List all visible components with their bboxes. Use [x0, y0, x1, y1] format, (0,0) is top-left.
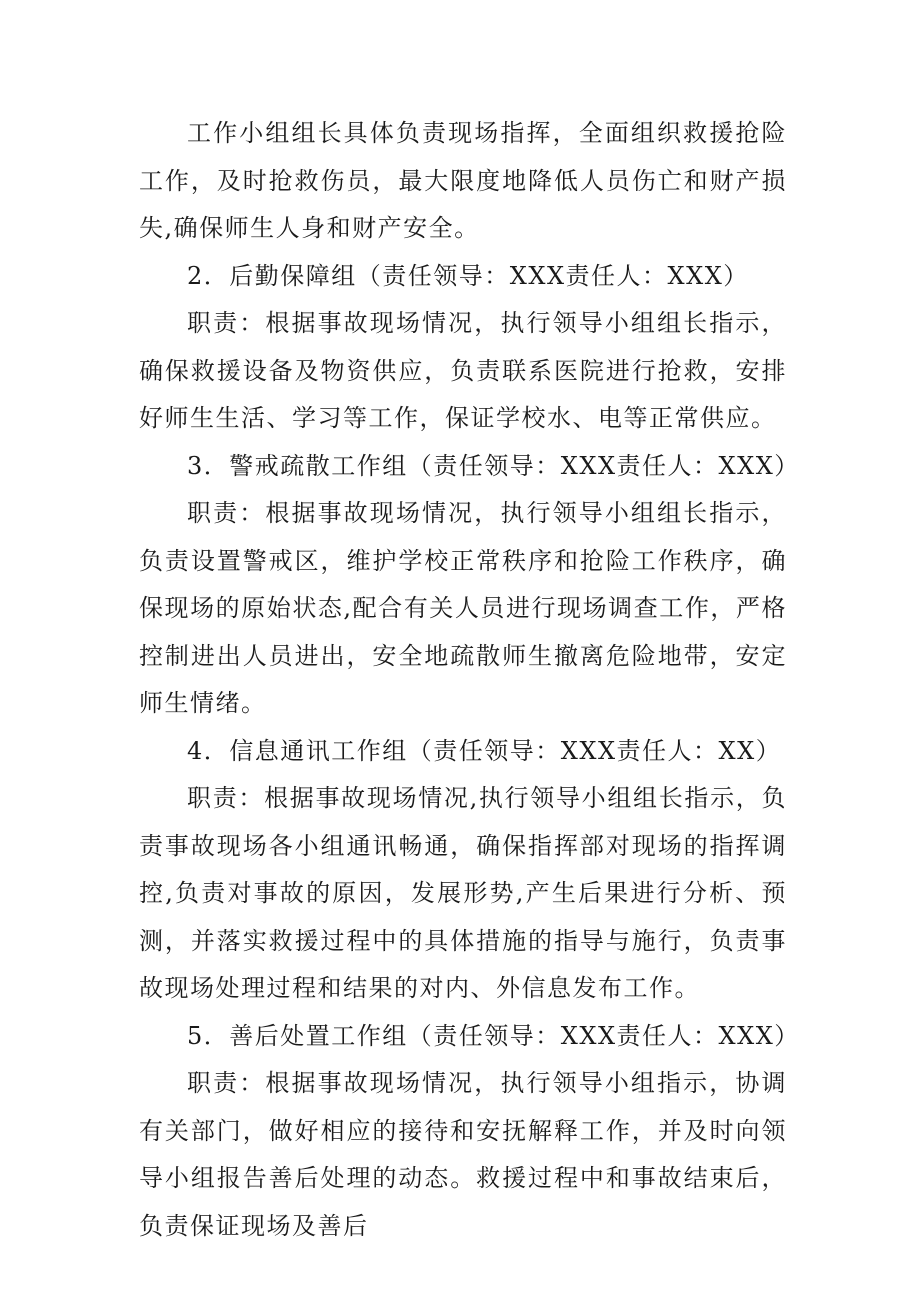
- section-duty-aftermath: 职责：根据事故现场情况，执行领导小组指示，协调有关部门，做好相应的接待和安抚解释工作，并及时向领导小组报告善后处理的动态。救援过程中和事故结束后，负责保证现场及善后: [139, 1069, 787, 1240]
- section-heading-logistics: 2．后勤保障组（责任领导：XXX责任人：XXX）: [187, 261, 749, 290]
- section-heading-aftermath: 5．善后处置工作组（责任领导：XXX责任人：XXX）: [187, 1021, 800, 1050]
- section-duty-evacuation: 职责：根据事故现场情况，执行领导小组组长指示，负责设置警戒区，维护学校正常秩序和抢险工作秩序，确保现场的原始状态,配合有关人员进行现场调查工作，严格控制进出人员进出，安全地疏散师生撤离危险地带，安定师生情绪。: [139, 499, 787, 717]
- section-duty-logistics: 职责：根据事故现场情况，执行领导小组组长指示，确保救援设备及物资供应，负责联系医院进行抢救，安排好师生生活、学习等工作，保证学校水、电等正常供应。: [139, 309, 787, 432]
- document-body: [139, 110, 800, 1250]
- intro-paragraph: 工作小组组长具体负责现场指挥，全面组织救援抢险工作，及时抢救伤员，最大限度地降低人员伤亡和财产损失,确保师生人身和财产安全。: [139, 119, 787, 242]
- section-heading-communications: 4．信息通讯工作组（责任领导：XXX责任人：XX）: [187, 736, 782, 765]
- section-duty-communications: 职责：根据事故现场情况,执行领导小组组长指示，负责事故现场各小组通讯畅通，确保指挥部对现场的指挥调控,负责对事故的原因，发展形势,产生后果进行分析、预测，并落实救援过程中的具体措施的指导与施行，负责事故现场处理过程和结果的对内、外信息发布工作。: [139, 784, 787, 1002]
- section-heading-evacuation: 3．警戒疏散工作组（责任领导：XXX责任人：XXX）: [187, 451, 800, 480]
